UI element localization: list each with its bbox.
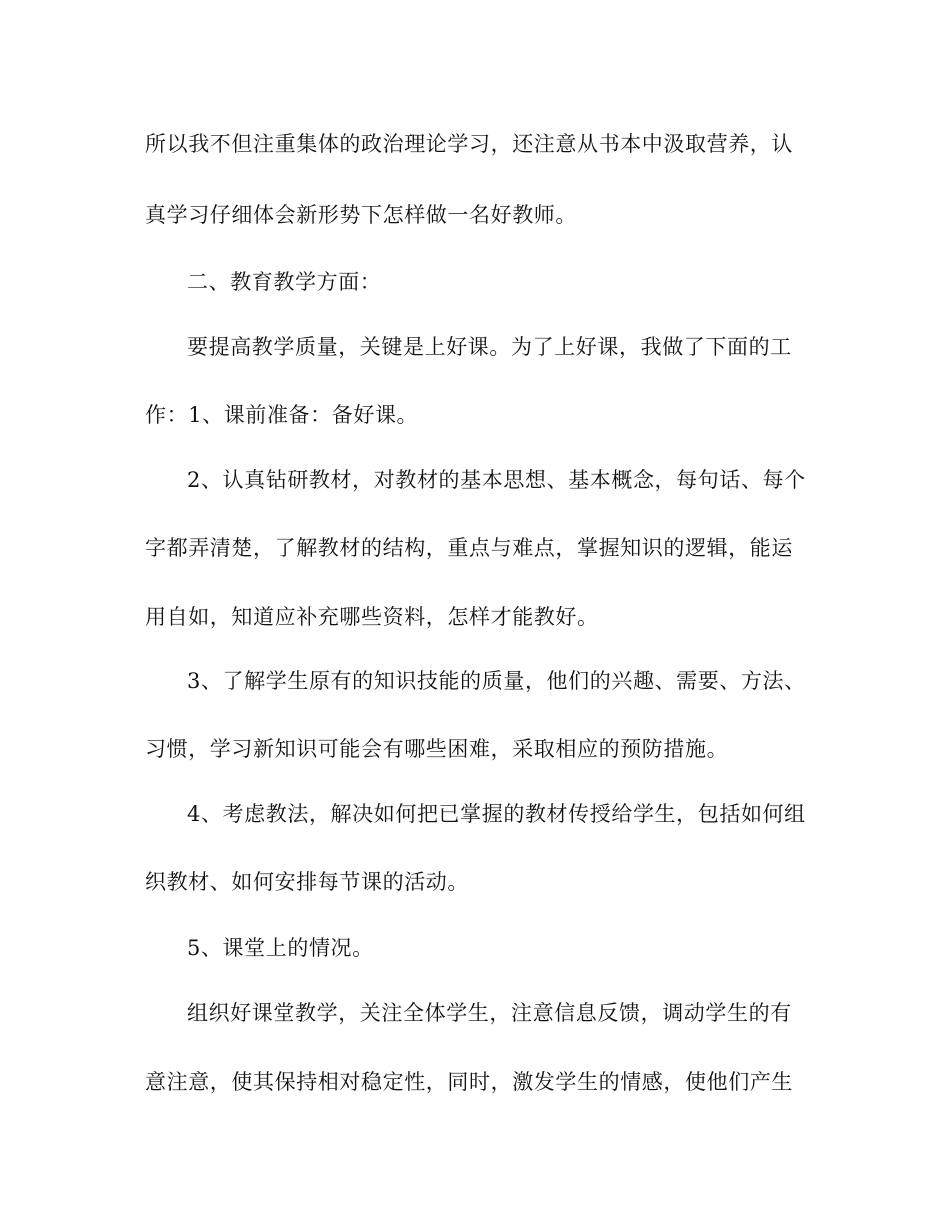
text-line: 作：1、课前准备：备好课。 (145, 403, 419, 427)
text-line: 意注意，使其保持相对稳定性，同时，激发学生的情感，使他们产生 (145, 1070, 793, 1094)
text-line: 5、课堂上的情况。 (187, 936, 374, 960)
text-line: 织教材、如何安排每节课的活动。 (145, 870, 469, 894)
text-line: 4、考虑教法，解决如何把已掌握的教材传授给学生，包括如何组 (187, 802, 806, 826)
text-line: 3、了解学生原有的知识技能的质量，他们的兴趣、需要、方法、 (187, 669, 806, 693)
text-line: 要提高教学质量，关键是上好课。为了上好课，我做了下面的工 (187, 335, 792, 359)
section-heading: 二、教育教学方面： (187, 270, 382, 294)
text-line: 字都弄清楚，了解教材的结构，重点与难点，掌握知识的逻辑，能运 (145, 536, 793, 560)
text-line: 所以我不但注重集体的政治理论学习，还注意从书本中汲取营养，认 (145, 132, 793, 156)
text-line: 2、认真钻研教材，对教材的基本思想、基本概念，每句话、每个 (187, 468, 806, 492)
text-line: 组织好课堂教学，关注全体学生，注意信息反馈，调动学生的有 (187, 1001, 792, 1025)
text-line: 习惯，学习新知识可能会有哪些困难，采取相应的预防措施。 (145, 737, 729, 761)
text-line: 真学习仔细体会新形势下怎样做一名好教师。 (145, 203, 577, 227)
text-line: 用自如，知道应补充哪些资料，怎样才能教好。 (145, 605, 599, 629)
